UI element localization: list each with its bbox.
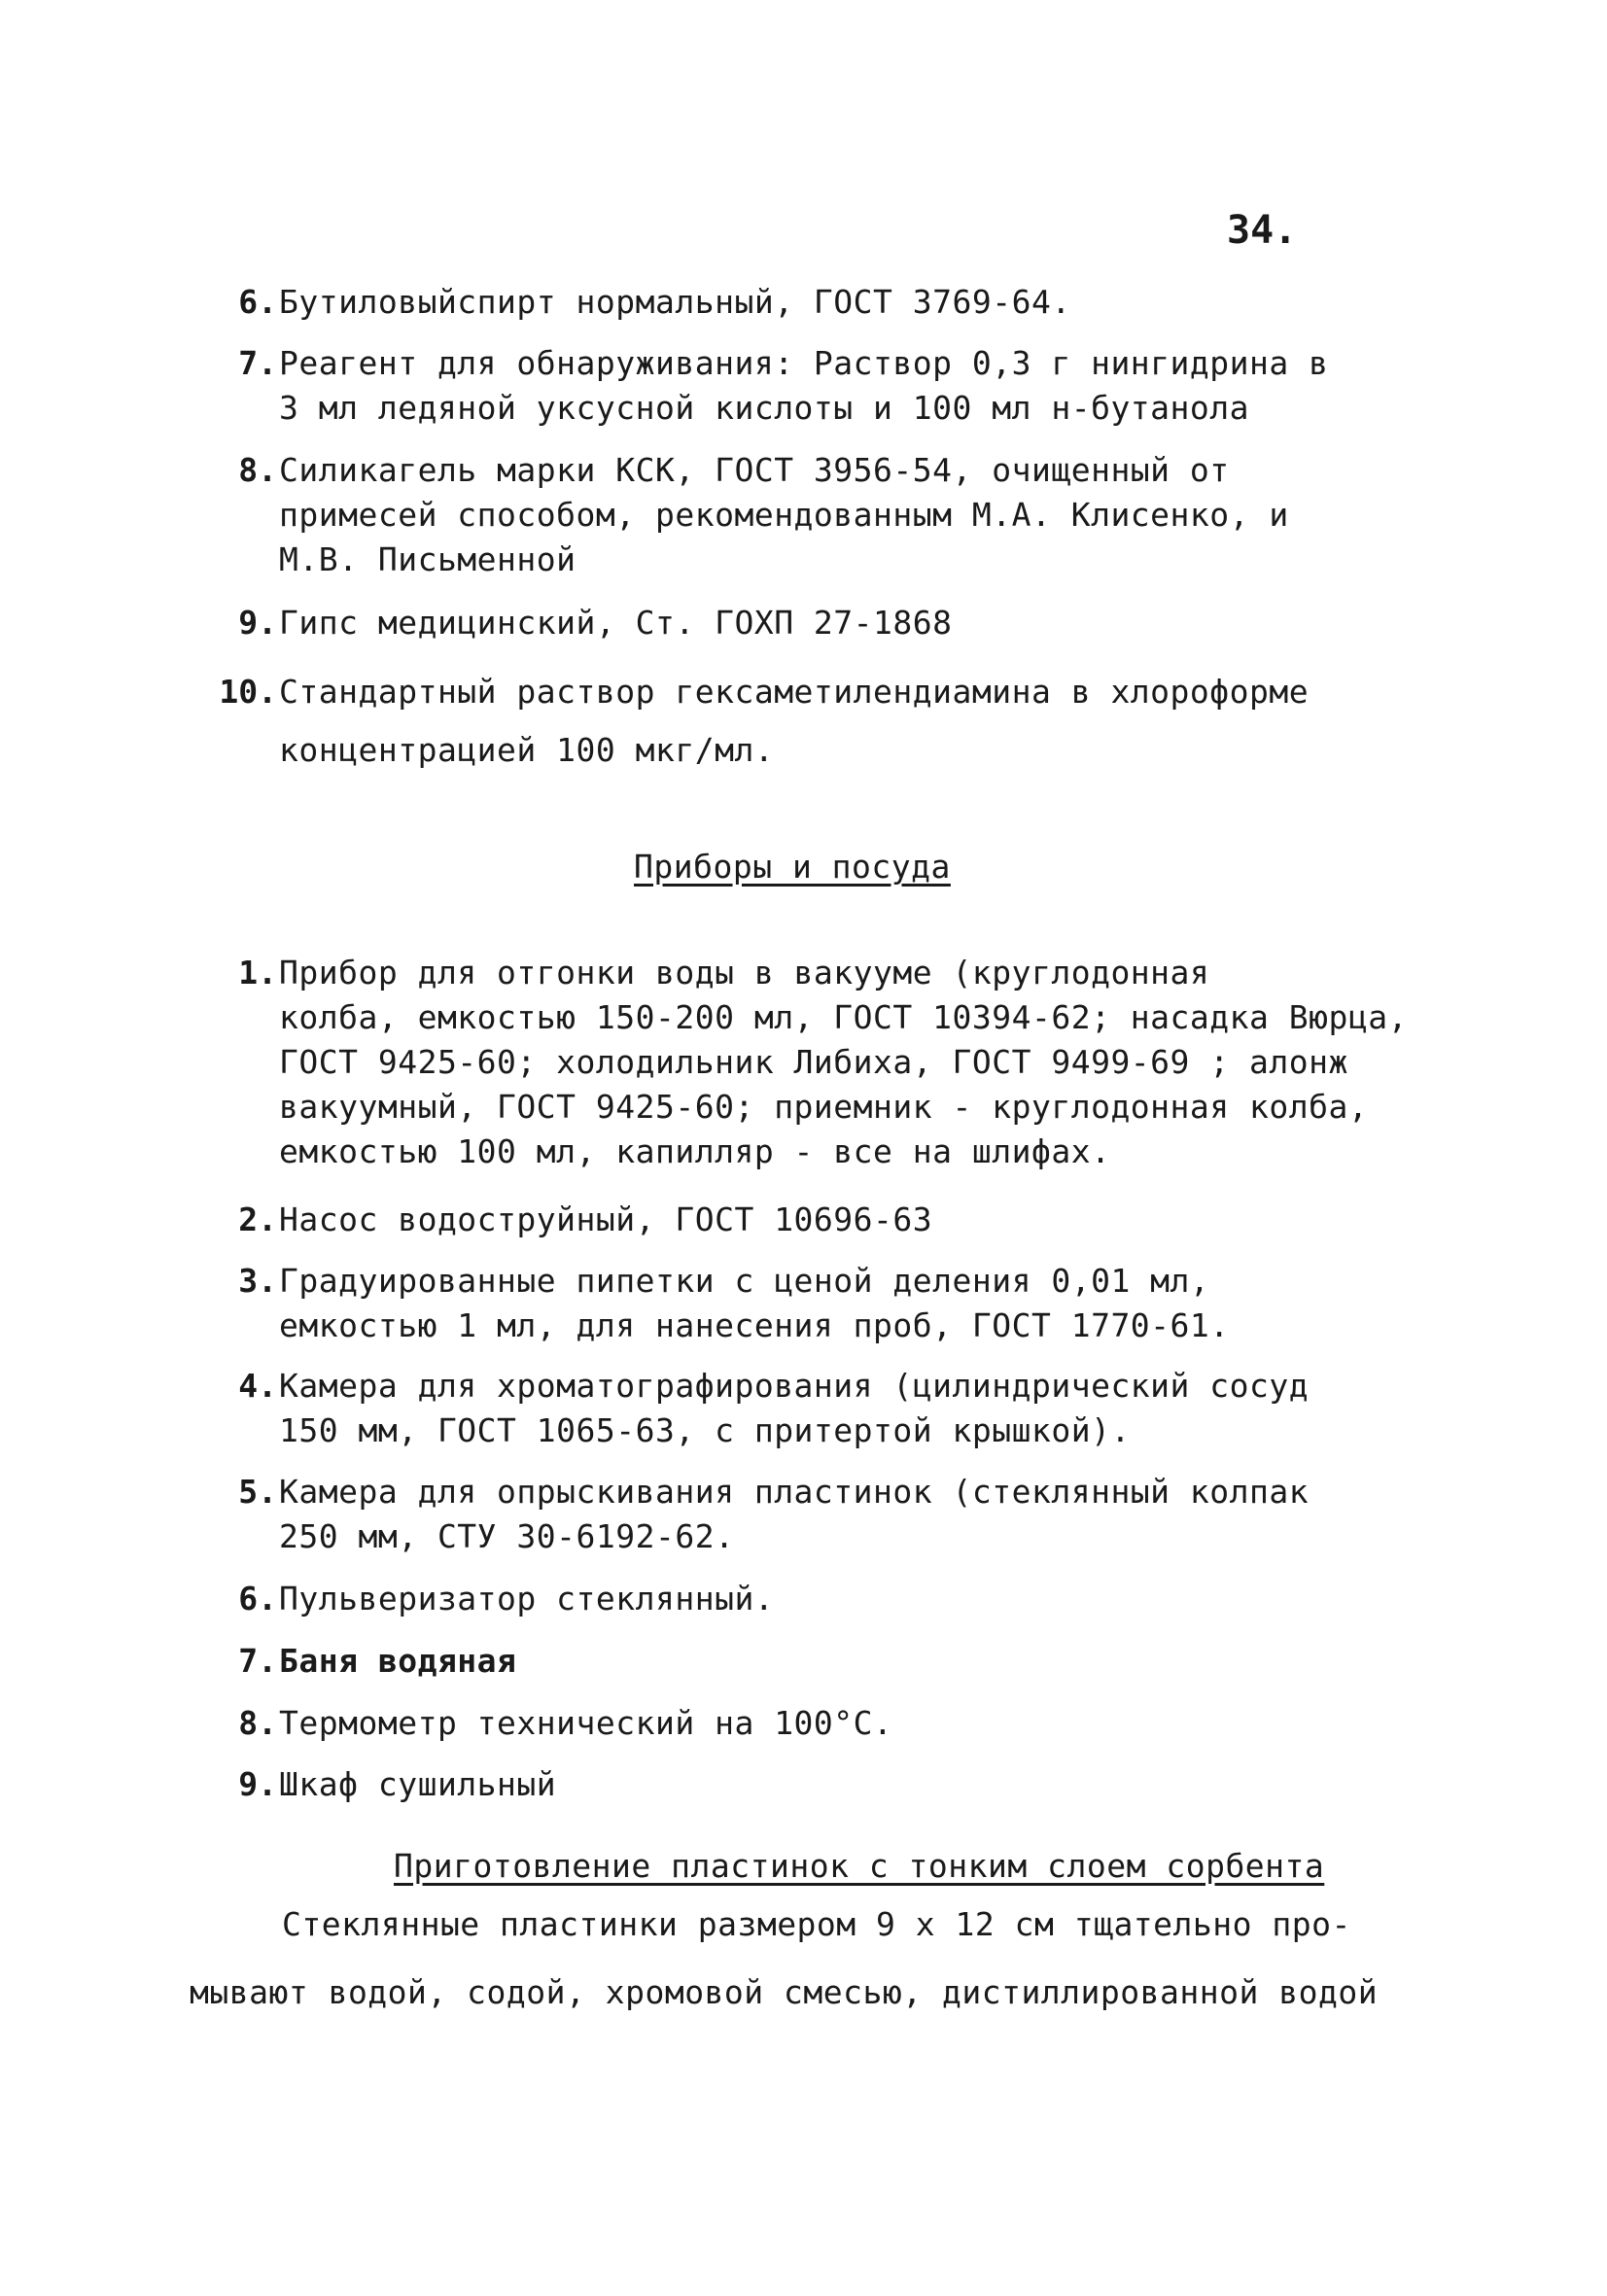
- list-item: [219, 663, 1310, 780]
- item-text: колба, емкостью 150-200 мл, ГОСТ 10394-62; насадка Вюрца,: [279, 998, 1408, 1036]
- item-text: Камера для хроматографирования (цилиндрический сосуд: [279, 1367, 1310, 1405]
- item-text: Бутиловыйспирт нормальный, ГОСТ 3769-64.: [279, 283, 1071, 321]
- item-text: М.В. Письменной: [279, 540, 576, 578]
- item-number: 7.: [238, 344, 277, 382]
- item-text: ГОСТ 9425-60; холодильник Либиха, ГОСТ 9499-69 ; алонж: [279, 1043, 1348, 1081]
- item-text: Реагент для обнаруживания: Раствор 0,3 г нингидрина в: [279, 344, 1329, 382]
- item-number: 1.: [238, 954, 277, 991]
- item-number: 6.: [238, 283, 277, 321]
- item-number: 4.: [238, 1367, 277, 1405]
- list-item: [219, 1577, 775, 1621]
- item-text: Силикагель марки КСК, ГОСТ 3956-54, очищенный от: [279, 451, 1230, 489]
- list-item: [219, 1198, 933, 1242]
- page-number: 34.: [1227, 208, 1298, 253]
- item-text: Прибор для отгонки воды в вакууме (круглодонная: [279, 954, 1210, 991]
- list-item: [219, 1364, 1310, 1453]
- item-text: Градуированные пипетки с ценой деления 0,01 мл,: [279, 1262, 1210, 1300]
- list-item: [219, 341, 1329, 431]
- list-item: [219, 1470, 1310, 1559]
- item-number: 2.: [238, 1200, 277, 1238]
- item-text: Пульверизатор стеклянный.: [279, 1580, 775, 1618]
- list-item: [219, 1762, 557, 1807]
- item-number: 7.: [238, 1642, 277, 1680]
- item-number: 8.: [238, 451, 277, 489]
- list-item: [219, 601, 953, 645]
- list-item: [219, 1639, 517, 1684]
- paragraph-line: Стеклянные пластинки размером 9 х 12 см тщательно про-: [282, 1905, 1351, 1943]
- list-item: [219, 951, 1408, 1174]
- item-number: 8.: [238, 1704, 277, 1742]
- item-text: Шкаф сушильный: [279, 1765, 557, 1803]
- item-text: Камера для опрыскивания пластинок (стеклянный колпак: [279, 1473, 1310, 1511]
- item-number: 5.: [238, 1473, 277, 1511]
- item-number: 9.: [238, 604, 277, 642]
- item-text: вакуумный, ГОСТ 9425-60; приемник - круглодонная колба,: [279, 1088, 1369, 1126]
- list-item: [219, 280, 1071, 325]
- item-text: примесей способом, рекомендованным М.А. Клисенко, и: [279, 496, 1289, 534]
- item-text: 150 мм, ГОСТ 1065-63, с притертой крышкой).: [279, 1411, 1131, 1449]
- item-number: 9.: [238, 1765, 277, 1803]
- section-heading-instruments: Приборы и посуда: [634, 848, 951, 886]
- item-text: 250 мм, СТУ 30-6192-62.: [279, 1517, 735, 1555]
- section-heading-preparation: Приготовление пластинок с тонким слоем сорбента: [394, 1847, 1325, 1885]
- item-text: Гипс медицинский, Ст. ГОХП 27-1868: [279, 604, 953, 642]
- list-item: [219, 1259, 1230, 1348]
- item-text: емкостью 100 мл, капилляр - все на шлифах.: [279, 1132, 1111, 1170]
- list-item: [219, 1701, 893, 1746]
- item-text: Стандартный раствор гексаметилендиамина в хлороформе: [279, 673, 1310, 711]
- item-number: 6.: [238, 1580, 277, 1618]
- item-text: Насос водоструйный, ГОСТ 10696-63: [279, 1200, 933, 1238]
- item-text: емкостью 1 мл, для нанесения проб, ГОСТ 1770-61.: [279, 1306, 1230, 1344]
- item-text: Термометр технический на 100°С.: [279, 1704, 893, 1742]
- paragraph-line: мывают водой, содой, хромовой смесью, дистиллированной водой: [190, 1973, 1379, 2011]
- item-number: 3.: [238, 1262, 277, 1300]
- item-text: концентрацией 100 мкг/мл.: [279, 731, 775, 769]
- item-text: 3 мл ледяной уксусной кислоты и 100 мл н-бутанола: [279, 389, 1250, 427]
- list-item: [219, 448, 1289, 582]
- item-number: 10.: [219, 673, 277, 711]
- item-text: Баня водяная: [279, 1642, 517, 1680]
